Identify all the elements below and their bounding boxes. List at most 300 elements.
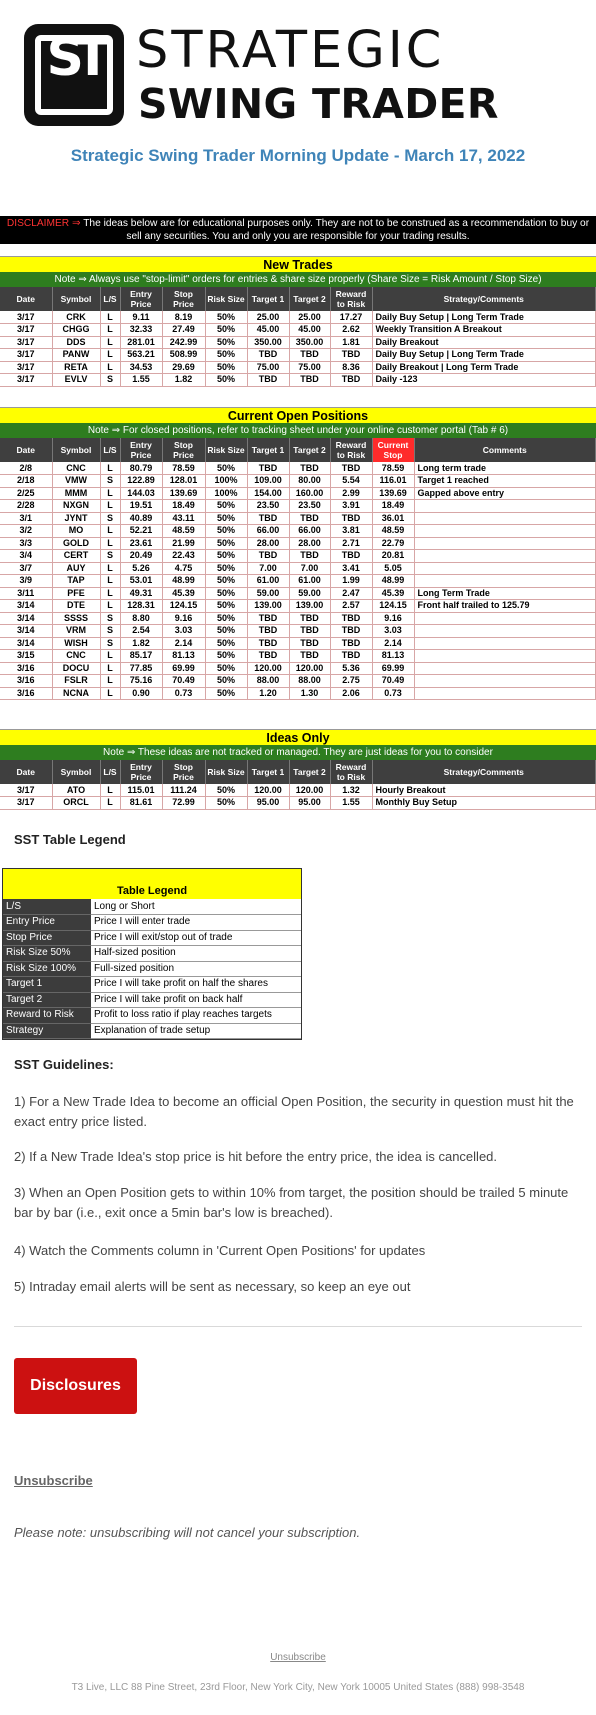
table-cell: 25.00 bbox=[289, 311, 330, 324]
legend-row bbox=[3, 977, 301, 993]
table-cell: WISH bbox=[52, 637, 100, 650]
section-note: Note ⇒ Always use "stop-limit" orders for entries & share size properly (Share Size = Risk Amount / Stop Size) bbox=[0, 272, 596, 287]
table-cell: 45.39 bbox=[372, 587, 414, 600]
table-cell: DOCU bbox=[52, 662, 100, 675]
table-cell: 3/4 bbox=[0, 550, 52, 563]
table-cell: FSLR bbox=[52, 675, 100, 688]
table-cell: 50% bbox=[205, 687, 247, 700]
guideline-item: 3) When an Open Position gets to within 10% from target, the position should be trailed 5 minute bar by bar (i.e., exit once a 5min bar's low is breached). bbox=[14, 1185, 569, 1220]
section-title: New Trades bbox=[0, 256, 596, 272]
table-cell: TBD bbox=[330, 349, 372, 362]
table-cell bbox=[414, 575, 596, 588]
table-cell: 81.61 bbox=[120, 797, 162, 810]
table-cell: 120.00 bbox=[247, 662, 289, 675]
column-header: Entry Price bbox=[120, 287, 162, 311]
table-cell: Daily Buy Setup | Long Term Trade bbox=[372, 311, 596, 324]
table-cell: 20.49 bbox=[120, 550, 162, 563]
table-cell: 52.21 bbox=[120, 525, 162, 538]
table-cell: 23.50 bbox=[289, 500, 330, 513]
table-cell: TBD bbox=[247, 349, 289, 362]
table-cell: 70.49 bbox=[372, 675, 414, 688]
ideas-only-table bbox=[0, 760, 596, 810]
table-cell: 85.17 bbox=[120, 650, 162, 663]
table-cell: 80.79 bbox=[120, 462, 162, 475]
table-cell: MO bbox=[52, 525, 100, 538]
table-cell: 115.01 bbox=[120, 784, 162, 797]
table-cell: PFE bbox=[52, 587, 100, 600]
table-cell: 50% bbox=[205, 587, 247, 600]
table-cell: TBD bbox=[247, 625, 289, 638]
table-cell: 50% bbox=[205, 324, 247, 337]
table-cell: 19.51 bbox=[120, 500, 162, 513]
table-cell: 3/7 bbox=[0, 562, 52, 575]
table-cell: 43.11 bbox=[162, 512, 205, 525]
table-cell: NCNA bbox=[52, 687, 100, 700]
table-cell: 59.00 bbox=[247, 587, 289, 600]
table-cell bbox=[414, 537, 596, 550]
table-cell: 22.79 bbox=[372, 537, 414, 550]
table-cell: 9.16 bbox=[372, 612, 414, 625]
table-cell: 3/17 bbox=[0, 349, 52, 362]
table-cell: MMM bbox=[52, 487, 100, 500]
table-cell: 50% bbox=[205, 349, 247, 362]
table-cell: L bbox=[100, 336, 120, 349]
table-cell: TBD bbox=[289, 512, 330, 525]
legend-row bbox=[3, 930, 301, 946]
legend-description: Price I will take profit on half the shares bbox=[91, 977, 301, 993]
table-cell: JYNT bbox=[52, 512, 100, 525]
table-cell: 5.54 bbox=[330, 475, 372, 488]
legend-key: Target 1 bbox=[3, 977, 91, 993]
legend-key: Stop Price bbox=[3, 930, 91, 946]
table-cell: 61.00 bbox=[289, 575, 330, 588]
disclaimer-label: DISCLAIMER bbox=[6, 218, 70, 229]
legend-key: Risk Size 100% bbox=[3, 961, 91, 977]
table-row bbox=[0, 525, 596, 538]
update-headline: Strategic Swing Trader Morning Update - March 17, 2022 bbox=[70, 146, 526, 165]
table-cell: 3/16 bbox=[0, 675, 52, 688]
table-row bbox=[0, 487, 596, 500]
table-cell: 111.24 bbox=[162, 784, 205, 797]
table-cell: 18.49 bbox=[162, 500, 205, 513]
table-cell: L bbox=[100, 537, 120, 550]
table-cell: 50% bbox=[205, 637, 247, 650]
table-cell: TAP bbox=[52, 575, 100, 588]
column-header: Target 2 bbox=[289, 438, 330, 462]
legend-key: Risk Size 50% bbox=[3, 946, 91, 962]
table-cell: 50% bbox=[205, 512, 247, 525]
column-header: Risk Size bbox=[205, 438, 247, 462]
table-cell: 3.41 bbox=[330, 562, 372, 575]
table-cell: S bbox=[100, 512, 120, 525]
table-cell: 1.82 bbox=[162, 374, 205, 387]
table-cell: 3/17 bbox=[0, 311, 52, 324]
table-cell: 45.00 bbox=[247, 324, 289, 337]
table-cell: 2.54 bbox=[120, 625, 162, 638]
column-header: Reward to Risk bbox=[330, 760, 372, 784]
table-cell: TBD bbox=[247, 637, 289, 650]
table-cell: L bbox=[100, 525, 120, 538]
table-cell: 50% bbox=[205, 537, 247, 550]
table-cell: TBD bbox=[247, 550, 289, 563]
legend-key: Reward to Risk bbox=[3, 1008, 91, 1024]
table-row bbox=[0, 575, 596, 588]
table-cell: 139.00 bbox=[247, 600, 289, 613]
table-cell: TBD bbox=[289, 349, 330, 362]
table-cell: TBD bbox=[289, 612, 330, 625]
table-cell: 66.00 bbox=[289, 525, 330, 538]
table-cell bbox=[414, 612, 596, 625]
table-cell: ORCL bbox=[52, 797, 100, 810]
table-cell: 25.00 bbox=[247, 311, 289, 324]
table-cell: 50% bbox=[205, 650, 247, 663]
legend-key: Entry Price bbox=[3, 915, 91, 931]
legend-table bbox=[3, 899, 301, 1039]
table-cell: 81.13 bbox=[162, 650, 205, 663]
table-cell: 88.00 bbox=[247, 675, 289, 688]
table-cell: 116.01 bbox=[372, 475, 414, 488]
disclaimer-text: The ideas below are for educational purposes only. They are not to be construed as a recommendation to buy or sell any securities. You and only you are responsible for your trading results. bbox=[83, 218, 590, 242]
table-cell: Monthly Buy Setup bbox=[372, 797, 596, 810]
table-cell: 3/16 bbox=[0, 662, 52, 675]
table-cell: 70.49 bbox=[162, 675, 205, 688]
table-cell: 2/28 bbox=[0, 500, 52, 513]
table-cell bbox=[414, 637, 596, 650]
table-cell: 75.16 bbox=[120, 675, 162, 688]
column-header: Entry Price bbox=[120, 438, 162, 462]
column-header: Symbol bbox=[52, 287, 100, 311]
legend-description: Explanation of trade setup bbox=[91, 1023, 301, 1039]
open-positions-table bbox=[0, 438, 596, 700]
table-cell: 23.50 bbox=[247, 500, 289, 513]
table-cell: 50% bbox=[205, 361, 247, 374]
table-cell: 50% bbox=[205, 600, 247, 613]
legend-key: L/S bbox=[3, 899, 91, 915]
legend-description: Price I will exit/stop out of trade bbox=[91, 930, 301, 946]
guideline-item: 5) Intraday email alerts will be sent as necessary, so keep an eye out bbox=[14, 1279, 411, 1294]
table-cell bbox=[414, 550, 596, 563]
table-cell: 50% bbox=[205, 797, 247, 810]
table-cell: L bbox=[100, 797, 120, 810]
table-cell: 144.03 bbox=[120, 487, 162, 500]
table-cell: 3/17 bbox=[0, 336, 52, 349]
column-header: Reward to Risk bbox=[330, 287, 372, 311]
table-cell: 128.01 bbox=[162, 475, 205, 488]
table-cell: 7.00 bbox=[247, 562, 289, 575]
table-row bbox=[0, 587, 596, 600]
logo-wordmark-line1: STRATEGIC bbox=[136, 21, 445, 80]
table-cell: 281.01 bbox=[120, 336, 162, 349]
table-cell: 48.59 bbox=[162, 525, 205, 538]
table-row bbox=[0, 500, 596, 513]
table-cell: Weekly Transition A Breakout bbox=[372, 324, 596, 337]
table-cell: TBD bbox=[289, 637, 330, 650]
legend-row bbox=[3, 961, 301, 977]
table-cell: 50% bbox=[205, 575, 247, 588]
column-header: Strategy/Comments bbox=[372, 287, 596, 311]
table-cell: 9.16 bbox=[162, 612, 205, 625]
table-cell: TBD bbox=[247, 374, 289, 387]
table-cell: 1.32 bbox=[330, 784, 372, 797]
table-cell: RETA bbox=[52, 361, 100, 374]
table-cell: 1.55 bbox=[330, 797, 372, 810]
divider bbox=[14, 1326, 582, 1327]
column-header: L/S bbox=[100, 287, 120, 311]
table-cell: 7.00 bbox=[289, 562, 330, 575]
table-cell: 5.36 bbox=[330, 662, 372, 675]
table-cell: VRM bbox=[52, 625, 100, 638]
column-header: Target 2 bbox=[289, 760, 330, 784]
table-cell: 48.99 bbox=[162, 575, 205, 588]
table-cell: 3/14 bbox=[0, 612, 52, 625]
table-cell: DTE bbox=[52, 600, 100, 613]
unsubscribe-link[interactable]: Unsubscribe bbox=[14, 1473, 93, 1488]
guideline-item: 1) For a New Trade Idea to become an official Open Position, the security in question must hit the exact entry price listed. bbox=[14, 1094, 574, 1129]
table-cell: 69.99 bbox=[372, 662, 414, 675]
table-row bbox=[0, 784, 596, 797]
table-cell: 139.69 bbox=[162, 487, 205, 500]
table-cell: 50% bbox=[205, 336, 247, 349]
legend-key: Strategy bbox=[3, 1023, 91, 1039]
table-cell: Target 1 reached bbox=[414, 475, 596, 488]
table-cell: 2.47 bbox=[330, 587, 372, 600]
table-cell: S bbox=[100, 374, 120, 387]
table-cell: 32.33 bbox=[120, 324, 162, 337]
table-cell: 128.31 bbox=[120, 600, 162, 613]
table-header-row bbox=[0, 438, 596, 462]
column-header: Target 2 bbox=[289, 287, 330, 311]
table-cell: 50% bbox=[205, 500, 247, 513]
table-cell: 120.00 bbox=[247, 784, 289, 797]
table-cell: TBD bbox=[289, 374, 330, 387]
logo-wordmark-line2: SWING TRADER bbox=[138, 80, 499, 128]
table-cell: L bbox=[100, 562, 120, 575]
table-cell: 2.14 bbox=[372, 637, 414, 650]
table-cell: 1.20 bbox=[247, 687, 289, 700]
table-cell: 78.59 bbox=[372, 462, 414, 475]
table-cell: CERT bbox=[52, 550, 100, 563]
footer-unsubscribe-link[interactable]: Unsubscribe bbox=[270, 1652, 326, 1663]
table-cell: TBD bbox=[289, 650, 330, 663]
table-cell: 95.00 bbox=[289, 797, 330, 810]
legend-row bbox=[3, 992, 301, 1008]
table-row bbox=[0, 550, 596, 563]
table-cell: L bbox=[100, 349, 120, 362]
table-cell: 40.89 bbox=[120, 512, 162, 525]
legend-description: Half-sized position bbox=[91, 946, 301, 962]
table-cell: 0.90 bbox=[120, 687, 162, 700]
table-cell: 100% bbox=[205, 475, 247, 488]
table-cell: 69.99 bbox=[162, 662, 205, 675]
table-cell: EVLV bbox=[52, 374, 100, 387]
table-cell bbox=[414, 687, 596, 700]
guideline-item: 2) If a New Trade Idea's stop price is hit before the entry price, the idea is cancelled. bbox=[14, 1149, 498, 1164]
legend-row bbox=[3, 915, 301, 931]
guidelines-heading: SST Guidelines: bbox=[14, 1057, 114, 1072]
table-cell: TBD bbox=[289, 462, 330, 475]
table-cell: 3/15 bbox=[0, 650, 52, 663]
table-cell: 3.91 bbox=[330, 500, 372, 513]
table-cell: 3/1 bbox=[0, 512, 52, 525]
arrow-icon: ⇒ bbox=[72, 218, 81, 229]
table-cell: 3/14 bbox=[0, 637, 52, 650]
table-cell: L bbox=[100, 687, 120, 700]
table-cell: 154.00 bbox=[247, 487, 289, 500]
table-cell: 36.01 bbox=[372, 512, 414, 525]
table-row bbox=[0, 637, 596, 650]
table-row bbox=[0, 797, 596, 810]
table-cell: 50% bbox=[205, 562, 247, 575]
table-cell: 20.81 bbox=[372, 550, 414, 563]
table-header-row bbox=[0, 760, 596, 784]
table-cell: 3/3 bbox=[0, 537, 52, 550]
table-cell: L bbox=[100, 361, 120, 374]
table-cell: Hourly Breakout bbox=[372, 784, 596, 797]
table-cell: TBD bbox=[330, 512, 372, 525]
table-cell: 50% bbox=[205, 662, 247, 675]
table-cell: 21.99 bbox=[162, 537, 205, 550]
table-cell: DDS bbox=[52, 336, 100, 349]
table-row bbox=[0, 600, 596, 613]
table-cell: 17.27 bbox=[330, 311, 372, 324]
legend-description: Price I will take profit on back half bbox=[91, 992, 301, 1008]
column-header: Stop Price bbox=[162, 438, 205, 462]
table-cell: 2.62 bbox=[330, 324, 372, 337]
table-cell: 3/17 bbox=[0, 784, 52, 797]
unsubscribe-note: Please note: unsubscribing will not cancel your subscription. bbox=[14, 1525, 361, 1540]
table-cell: 1.55 bbox=[120, 374, 162, 387]
new-trades-table bbox=[0, 287, 596, 387]
table-cell: 50% bbox=[205, 550, 247, 563]
table-cell: L bbox=[100, 587, 120, 600]
brand-logo bbox=[24, 20, 572, 132]
table-cell: CRK bbox=[52, 311, 100, 324]
table-cell: PANW bbox=[52, 349, 100, 362]
table-cell: 50% bbox=[205, 525, 247, 538]
table-cell: 28.00 bbox=[289, 537, 330, 550]
table-cell: 95.00 bbox=[247, 797, 289, 810]
table-cell: 2.99 bbox=[330, 487, 372, 500]
table-cell: 2/8 bbox=[0, 462, 52, 475]
table-cell: 242.99 bbox=[162, 336, 205, 349]
column-header: Target 1 bbox=[247, 438, 289, 462]
table-row bbox=[0, 612, 596, 625]
table-cell: 0.73 bbox=[372, 687, 414, 700]
table-cell bbox=[414, 662, 596, 675]
table-cell: 28.00 bbox=[247, 537, 289, 550]
table-cell: 59.00 bbox=[289, 587, 330, 600]
disclosures-button[interactable]: Disclosures bbox=[14, 1358, 137, 1414]
table-cell: 3/14 bbox=[0, 625, 52, 638]
table-row bbox=[0, 349, 596, 362]
table-cell: 53.01 bbox=[120, 575, 162, 588]
table-cell: 8.19 bbox=[162, 311, 205, 324]
table-cell: TBD bbox=[247, 612, 289, 625]
table-cell: CNC bbox=[52, 650, 100, 663]
table-cell: S bbox=[100, 475, 120, 488]
table-cell: 160.00 bbox=[289, 487, 330, 500]
guideline-item: 4) Watch the Comments column in 'Current Open Positions' for updates bbox=[14, 1243, 426, 1258]
table-cell: 29.69 bbox=[162, 361, 205, 374]
table-cell: Daily Buy Setup | Long Term Trade bbox=[372, 349, 596, 362]
legend-description: Long or Short bbox=[91, 899, 301, 915]
column-header: Risk Size bbox=[205, 760, 247, 784]
table-row bbox=[0, 311, 596, 324]
legend-description: Price I will enter trade bbox=[91, 915, 301, 931]
table-cell: TBD bbox=[247, 650, 289, 663]
table-cell: 50% bbox=[205, 625, 247, 638]
table-cell: 78.59 bbox=[162, 462, 205, 475]
table-cell: Long term trade bbox=[414, 462, 596, 475]
legend-row bbox=[3, 946, 301, 962]
table-cell: TBD bbox=[330, 550, 372, 563]
table-cell: 350.00 bbox=[247, 336, 289, 349]
table-cell: 8.80 bbox=[120, 612, 162, 625]
section-note: Note ⇒ For closed positions, refer to tracking sheet under your online customer portal (Tab # 6) bbox=[0, 423, 596, 438]
table-cell: 139.00 bbox=[289, 600, 330, 613]
table-cell: 120.00 bbox=[289, 784, 330, 797]
table-cell: 2/25 bbox=[0, 487, 52, 500]
table-cell: 50% bbox=[205, 612, 247, 625]
table-cell: L bbox=[100, 662, 120, 675]
table-cell: L bbox=[100, 311, 120, 324]
section-title: Ideas Only bbox=[0, 729, 596, 745]
column-header: Stop Price bbox=[162, 760, 205, 784]
table-cell: 139.69 bbox=[372, 487, 414, 500]
column-header: Date bbox=[0, 438, 52, 462]
table-cell: 124.15 bbox=[162, 600, 205, 613]
table-cell bbox=[414, 562, 596, 575]
table-cell: 2.06 bbox=[330, 687, 372, 700]
table-cell: 80.00 bbox=[289, 475, 330, 488]
table-cell: 50% bbox=[205, 374, 247, 387]
legend-description: Profit to loss ratio if play reaches targets bbox=[91, 1008, 301, 1024]
table-cell: 75.00 bbox=[289, 361, 330, 374]
table-cell: S bbox=[100, 612, 120, 625]
table-cell: Daily Breakout bbox=[372, 336, 596, 349]
section-title: Current Open Positions bbox=[0, 407, 596, 423]
table-row bbox=[0, 687, 596, 700]
table-row bbox=[0, 324, 596, 337]
table-cell: 100% bbox=[205, 487, 247, 500]
table-cell: L bbox=[100, 600, 120, 613]
footer-address: T3 Live, LLC 88 Pine Street, 23rd Floor, New York City, New York 10005 United States (888) 998-3548 bbox=[71, 1682, 525, 1693]
table-cell: L bbox=[100, 324, 120, 337]
table-row bbox=[0, 462, 596, 475]
table-cell: 50% bbox=[205, 675, 247, 688]
table-cell: 2/18 bbox=[0, 475, 52, 488]
table-cell: Long Term Trade bbox=[414, 587, 596, 600]
table-cell: 9.11 bbox=[120, 311, 162, 324]
table-cell: L bbox=[100, 487, 120, 500]
table-cell: 350.00 bbox=[289, 336, 330, 349]
table-cell: 81.13 bbox=[372, 650, 414, 663]
table-cell: 49.31 bbox=[120, 587, 162, 600]
table-cell: 45.39 bbox=[162, 587, 205, 600]
table-cell: 3/16 bbox=[0, 687, 52, 700]
table-cell: 3.81 bbox=[330, 525, 372, 538]
table-cell: 50% bbox=[205, 462, 247, 475]
table-cell: 3/14 bbox=[0, 600, 52, 613]
table-cell: 3/2 bbox=[0, 525, 52, 538]
table-cell: 124.15 bbox=[372, 600, 414, 613]
table-row bbox=[0, 562, 596, 575]
table-cell: TBD bbox=[330, 374, 372, 387]
table-cell: 3/17 bbox=[0, 361, 52, 374]
table-cell: NXGN bbox=[52, 500, 100, 513]
table-cell: 0.73 bbox=[162, 687, 205, 700]
legend-row bbox=[3, 899, 301, 915]
